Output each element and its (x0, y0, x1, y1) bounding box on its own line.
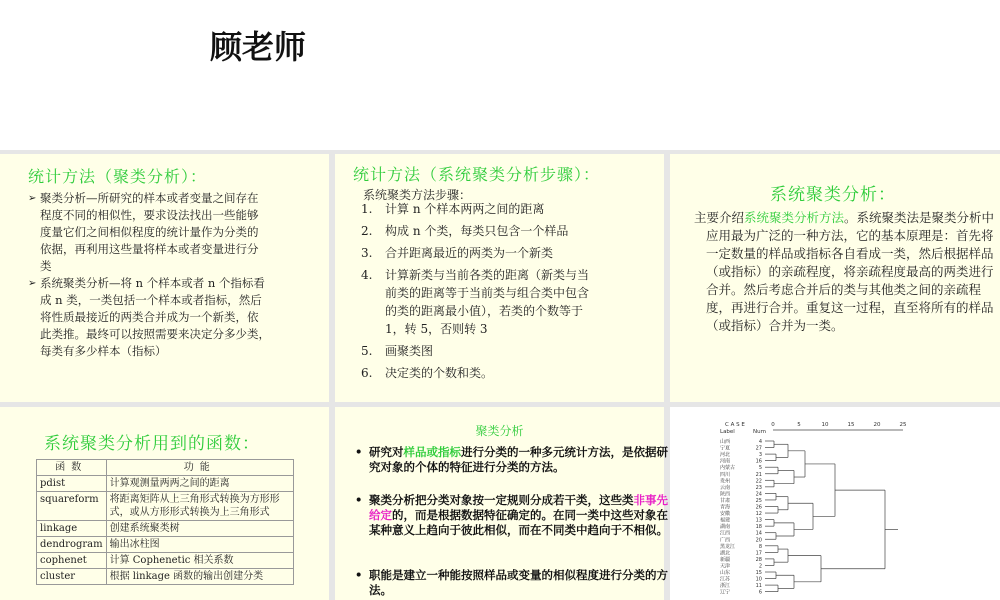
bullet-line: 系统聚类分析—将 n 个样本或者 n 个指标看 (40, 276, 265, 290)
case-number: 22 (755, 478, 762, 485)
slide-cluster-analysis-intro[interactable] (0, 154, 329, 402)
step-item (361, 222, 651, 240)
step-text: 合并距离最近的两类为一个新类 (385, 246, 554, 260)
case-number: 27 (755, 445, 762, 452)
function-purpose: 将距离矩阵从上三角形式转换为方形形式，或从方形形式转换为上三角形式 (106, 492, 293, 521)
bullet-point (355, 445, 669, 475)
case-number: 2 (758, 563, 762, 570)
axis-tick-label: 20 (873, 422, 881, 428)
case-name: 宁夏 (720, 445, 731, 452)
case-number: 15 (755, 570, 762, 576)
case-name: 青海 (720, 504, 731, 511)
case-number: 16 (755, 458, 762, 465)
bullet-dot-icon: • (355, 568, 363, 582)
case-name: 浙江 (720, 583, 731, 590)
case-name: 新疆 (720, 556, 731, 563)
bullet-dot-icon: • (355, 445, 363, 459)
highlight-text: 系统聚类分析方法 (744, 210, 845, 225)
table-header-row (37, 460, 294, 476)
bullet-line: 程度不同的相似性，要求设法找出一些能够 (40, 208, 259, 222)
axis-tick-label: 0 (771, 422, 775, 428)
page-title: 顾老师 (210, 28, 307, 66)
axis-tick-label: 5 (797, 422, 801, 428)
label-header: Label (720, 429, 735, 435)
case-number: 17 (755, 550, 762, 557)
bullet-point (355, 568, 669, 598)
dendrogram-chart (670, 407, 1000, 600)
slide-clustering-steps[interactable] (335, 154, 664, 402)
case-number: 23 (755, 484, 762, 491)
case-name: 贵州 (720, 478, 731, 485)
case-number: 10 (755, 576, 762, 583)
case-name: 广西 (720, 537, 731, 544)
step-number: 4. (361, 268, 373, 282)
case-name: 黑龙江 (720, 543, 736, 550)
case-number: 20 (755, 537, 762, 544)
case-number: 12 (755, 511, 762, 518)
function-purpose: 创建系统聚类树 (106, 521, 293, 537)
step-text: 画聚类图 (385, 344, 434, 358)
table-row (37, 553, 294, 569)
case-label: C A S E (725, 422, 745, 428)
functions-table (36, 459, 294, 585)
case-name: 陕西 (720, 491, 731, 498)
slide-title: 聚类分析 (475, 424, 524, 438)
step-text: 1，转 5，否则转 3 (385, 322, 488, 336)
step-number: 2. (361, 224, 373, 238)
slide-title: 系统聚类分析： (770, 185, 896, 205)
step-item (361, 200, 651, 218)
bullet-text: 的，而是根据数据特征确定的。在同一类中这些对象在某种意义上趋向于彼此相似，而在不同类中趋向于不相似。 (369, 508, 668, 537)
step-text: 前类的距离等于当前类与组合类中包含 (385, 286, 590, 300)
bullet-point (355, 493, 669, 538)
steps-subtitle: 系统聚类方法步骤： (363, 188, 472, 202)
slide-title: 统计方法（系统聚类分析步骤）： (353, 165, 601, 184)
table-row (37, 537, 294, 553)
step-number: 6. (361, 366, 373, 380)
arrow-bullet-icon: ➢ (28, 193, 37, 204)
bullet-line: 将性质最接近的两类合并成为一个新类，依 (40, 310, 259, 324)
case-name: 山西 (720, 439, 731, 445)
text-prefix: 主要介绍 (694, 210, 745, 225)
case-name: 四川 (720, 471, 731, 478)
bullet-text: 研究对 (369, 445, 404, 459)
text-rest: 。系统聚类法是聚类分析中应用最为广泛的一种方法，它的基本原理是：首先将一定数量的样品或指标各自看成一类，然后根据样品（或指标）的亲疏程度，将亲疏程度最高的两类进行合并。然后考虑合并后的类与其他类之间的亲疏程度，再进行合并。重复这一过程，直至将所有的样品（或指标）合并为一类。 (706, 210, 995, 333)
step-text: 构成 n 个类，每类只包含一个样品 (385, 224, 569, 238)
step-number: 5. (361, 344, 373, 358)
step-item (361, 266, 651, 338)
case-name: 福建 (720, 517, 731, 524)
bullet-text: 进行分类的一种多元统计方法，是依据研究对象的个体的特征进行分类的方法。 (369, 445, 668, 474)
case-number: 13 (755, 517, 762, 524)
case-number: 25 (755, 497, 762, 504)
slide-title: 系统聚类分析用到的函数： (44, 434, 260, 454)
column-header-function: 函数 (37, 460, 107, 476)
case-name: 河北 (720, 452, 731, 459)
bullet-line: 类 (40, 259, 52, 273)
function-name: linkage (37, 521, 107, 537)
bullet-line: 依据，再利用这些量将样本或者变量进行分 (40, 242, 259, 256)
case-name: 江西 (720, 530, 731, 537)
slide-cluster-analysis-definition[interactable] (335, 407, 668, 600)
function-purpose: 计算观测量两两之间的距离 (106, 476, 293, 492)
case-number: 21 (755, 471, 762, 478)
step-text: 计算 n 个样本两两之间的距离 (385, 202, 545, 216)
case-name: 甘肃 (720, 497, 731, 504)
step-item (361, 364, 651, 382)
header (0, 0, 1000, 150)
slide-hierarchical-clustering[interactable] (670, 154, 1000, 402)
description-paragraph (694, 209, 998, 335)
function-purpose: 计算 Cophenetic 相关系数 (106, 553, 293, 569)
bullet-line: 每类有多少样本（指标） (40, 344, 167, 358)
bullet-line: 成 n 类，一类包括一个样本或者指标，然后 (40, 293, 262, 307)
case-number: 3 (758, 452, 762, 459)
num-header: Num (753, 429, 766, 435)
step-number: 1. (361, 202, 373, 216)
case-number: 8 (758, 543, 762, 550)
step-number: 3. (361, 246, 373, 260)
case-number: 4 (758, 439, 762, 445)
case-name: 内蒙古 (720, 465, 736, 472)
case-name: 天津 (720, 563, 731, 570)
table-row (37, 476, 294, 492)
bullet-text: 职能是建立一种能按照样品或变量的相似程度进行分类的方法。 (369, 568, 668, 597)
bullet-dot-icon: • (355, 493, 363, 507)
case-number: 5 (758, 465, 762, 472)
step-item (361, 342, 651, 360)
table-row (37, 521, 294, 537)
highlight-text: 非事先给定 (369, 493, 668, 522)
case-name: 江苏 (720, 576, 731, 583)
case-number: 14 (755, 530, 762, 537)
case-number: 11 (755, 583, 762, 590)
case-number: 26 (755, 504, 762, 511)
table-row (37, 492, 294, 521)
step-text: 的类的距离最小值），若类的个数等于 (385, 304, 584, 318)
function-name: pdist (37, 476, 107, 492)
bullet-hierarchical-clustering (28, 275, 313, 360)
function-purpose: 根据 linkage 函数的输出创建分类 (106, 569, 293, 585)
bullet-line: 此类推。最终可以按照需要来决定分多少类， (40, 327, 270, 341)
column-header-purpose: 功能 (106, 460, 293, 476)
case-name: 河南 (720, 458, 731, 465)
bullet-line: 度量它们之间相似程度的统计量作为分类的 (40, 225, 259, 239)
highlight-text: 样品或指标 (403, 445, 461, 459)
steps-list (361, 200, 651, 386)
axis-tick-label: 25 (899, 422, 907, 428)
case-name: 辽宁 (720, 589, 731, 596)
case-number: 18 (755, 524, 762, 531)
function-purpose: 输出冰柱图 (106, 537, 293, 553)
bullet-line: 聚类分析—所研究的样本或者变量之间存在 (40, 191, 259, 205)
bullet-text: 聚类分析把分类对象按一定规则分成若干类，这些类 (369, 493, 634, 507)
step-text: 决定类的个数和类。 (385, 366, 494, 380)
step-text: 计算新类与当前各类的距离（新类与当 (385, 268, 590, 282)
bullet-cluster-analysis (28, 190, 313, 275)
arrow-bullet-icon: ➢ (28, 278, 37, 289)
slide-dendrogram[interactable] (670, 407, 1000, 600)
step-item (361, 244, 651, 262)
function-name: cophenet (37, 553, 107, 569)
slide-functions-table[interactable] (0, 407, 329, 600)
function-name: cluster (37, 569, 107, 585)
case-name: 云南 (720, 484, 731, 491)
case-name: 山东 (720, 570, 731, 576)
function-name: dendrogram (37, 537, 107, 553)
case-name: 湖北 (720, 550, 731, 557)
function-name: squareform (37, 492, 107, 521)
case-name: 安徽 (720, 511, 731, 518)
slide-title: 统计方法（聚类分析）： (28, 167, 208, 186)
table-row (37, 569, 294, 585)
axis-tick-label: 15 (847, 422, 855, 428)
case-number: 24 (755, 491, 762, 498)
case-number: 28 (755, 556, 762, 563)
axis-tick-label: 10 (821, 422, 829, 428)
case-number: 6 (758, 589, 762, 596)
case-name: 湖南 (720, 524, 731, 531)
